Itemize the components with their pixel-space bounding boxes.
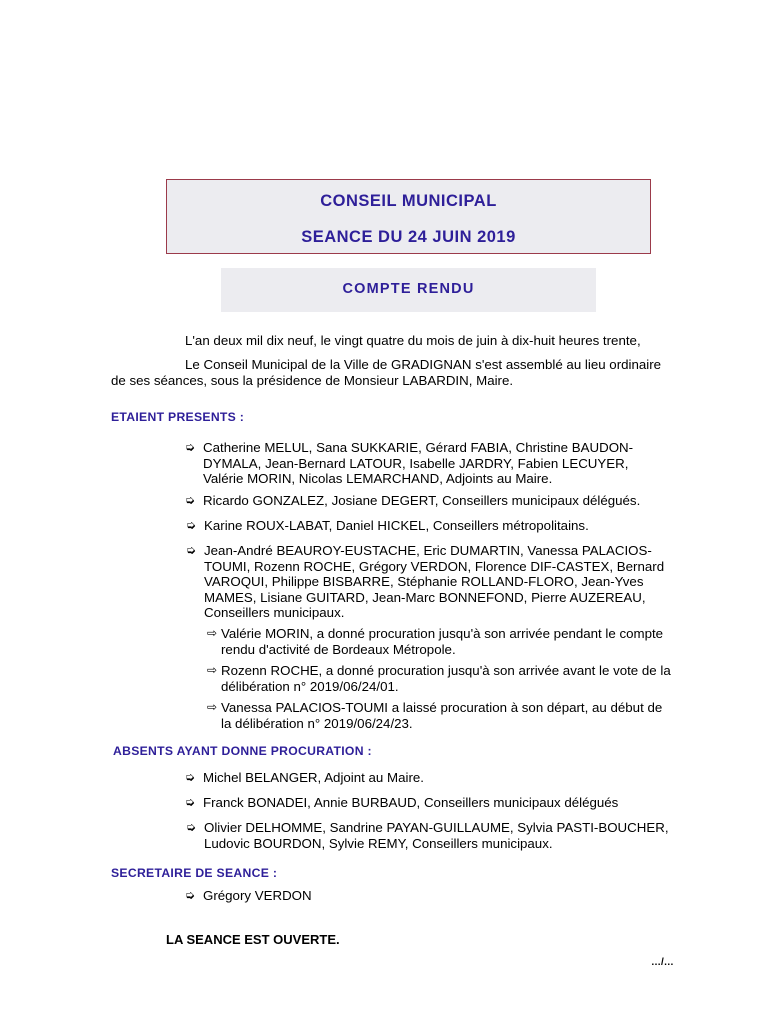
presents-item-line: Karine ROUX-LABAT, Daniel HICKEL, Conseillers métropolitains.: [204, 518, 589, 533]
presents-item: [186, 518, 746, 534]
absents-item: [185, 770, 745, 786]
arrow-icon: ➭: [185, 795, 196, 809]
arrow-icon: ➭: [185, 888, 196, 902]
presents-item-line: Valérie MORIN, Nicolas LEMARCHAND, Adjoints au Maire.: [203, 471, 553, 487]
intro-line-1: L'an deux mil dix neuf, le vingt quatre du mois de juin à dix-huit heures trente,: [185, 333, 641, 348]
arrow-icon: ➭: [185, 493, 196, 507]
compte-rendu-label: COMPTE RENDU: [342, 281, 475, 297]
procuration-line: délibération n° 2019/06/24/01.: [221, 678, 399, 694]
absents-item: [185, 795, 745, 811]
presents-item-line: VAROQUI, Philippe BISBARRE, Stéphanie ROLLAND-FLORO, Jean-Yves: [204, 574, 644, 590]
arrow-icon: ➭: [186, 543, 197, 557]
secretaire-name: Grégory VERDON: [203, 888, 312, 903]
arrow-icon: ➭: [186, 820, 197, 834]
presents-item-line: TOUMI, Rozenn ROCHE, Grégory VERDON, Florence DIF-CASTEX, Bernard: [204, 558, 665, 574]
page-continuation: …/…: [651, 957, 674, 968]
procuration-line: Valérie MORIN, a donné procuration jusqu'à son arrivée pendant le compte: [221, 626, 664, 641]
intro-line-2a: Le Conseil Municipal de la Ville de GRADIGNAN s'est assemblé au lieu ordinaire: [185, 357, 662, 372]
procuration-item: [207, 626, 747, 658]
procuration-line: la délibération n° 2019/06/24/23.: [221, 715, 413, 731]
procuration-item: [207, 700, 747, 732]
seance-ouverte: LA SEANCE EST OUVERTE.: [166, 932, 340, 947]
absents-item-line: Franck BONADEI, Annie BURBAUD, Conseillers municipaux délégués: [203, 795, 619, 810]
presents-heading: ETAIENT PRESENTS :: [111, 410, 245, 424]
arrow-icon: ➭: [185, 440, 196, 454]
procuration-line: Vanessa PALACIOS-TOUMI a laissé procuration à son départ, au début de: [221, 700, 663, 715]
presents-item-line: Conseillers municipaux.: [204, 605, 345, 621]
right-arrow-icon: ⇨: [207, 626, 218, 640]
intro-line-2b: de ses séances, sous la présidence de Monsieur LABARDIN, Maire.: [111, 373, 514, 388]
presents-item-line: Jean-André BEAUROY-EUSTACHE, Eric DUMARTIN, Vanessa PALACIOS-: [204, 543, 652, 558]
arrow-icon: ➭: [186, 518, 197, 532]
presents-item-line: MAMES, Lisiane GUITARD, Jean-Marc BONNEFOND, Pierre AUZEREAU,: [204, 589, 646, 605]
absents-heading: ABSENTS AYANT DONNE PROCURATION :: [113, 744, 372, 758]
right-arrow-icon: ⇨: [207, 663, 218, 677]
secretaire-item: [185, 888, 485, 904]
title-box: [166, 179, 651, 254]
arrow-icon: ➭: [185, 770, 196, 784]
compte-rendu-box: [221, 268, 596, 312]
presents-item: [186, 543, 746, 623]
document-title: CONSEIL MUNICIPAL: [320, 192, 497, 210]
procuration-item: [207, 663, 747, 695]
right-arrow-icon: ⇨: [207, 700, 218, 714]
presents-item-line: DYMALA, Jean-Bernard LATOUR, Isabelle JARDRY, Fabien LECUYER,: [203, 455, 629, 471]
absents-item-line: Ludovic BOURDON, Sylvie REMY, Conseillers municipaux.: [204, 835, 553, 851]
presents-item: [185, 493, 745, 509]
presents-item-line: Ricardo GONZALEZ, Josiane DEGERT, Conseillers municipaux délégués.: [203, 493, 641, 508]
procuration-line: rendu d'activité de Bordeaux Métropole.: [221, 641, 456, 657]
absents-item-line: Michel BELANGER, Adjoint au Maire.: [203, 770, 424, 785]
absents-item: [186, 820, 756, 852]
absents-item-line: Olivier DELHOMME, Sandrine PAYAN-GUILLAUME, Sylvia PASTI-BOUCHER,: [204, 820, 669, 835]
procuration-line: Rozenn ROCHE, a donné procuration jusqu'à son arrivée avant le vote de la: [221, 663, 671, 678]
presents-item-line: Catherine MELUL, Sana SUKKARIE, Gérard FABIA, Christine BAUDON-: [203, 440, 634, 455]
secretaire-heading: SECRETAIRE DE SEANCE :: [111, 866, 278, 880]
presents-item: [185, 440, 745, 488]
session-date: SEANCE DU 24 JUIN 2019: [301, 228, 516, 246]
